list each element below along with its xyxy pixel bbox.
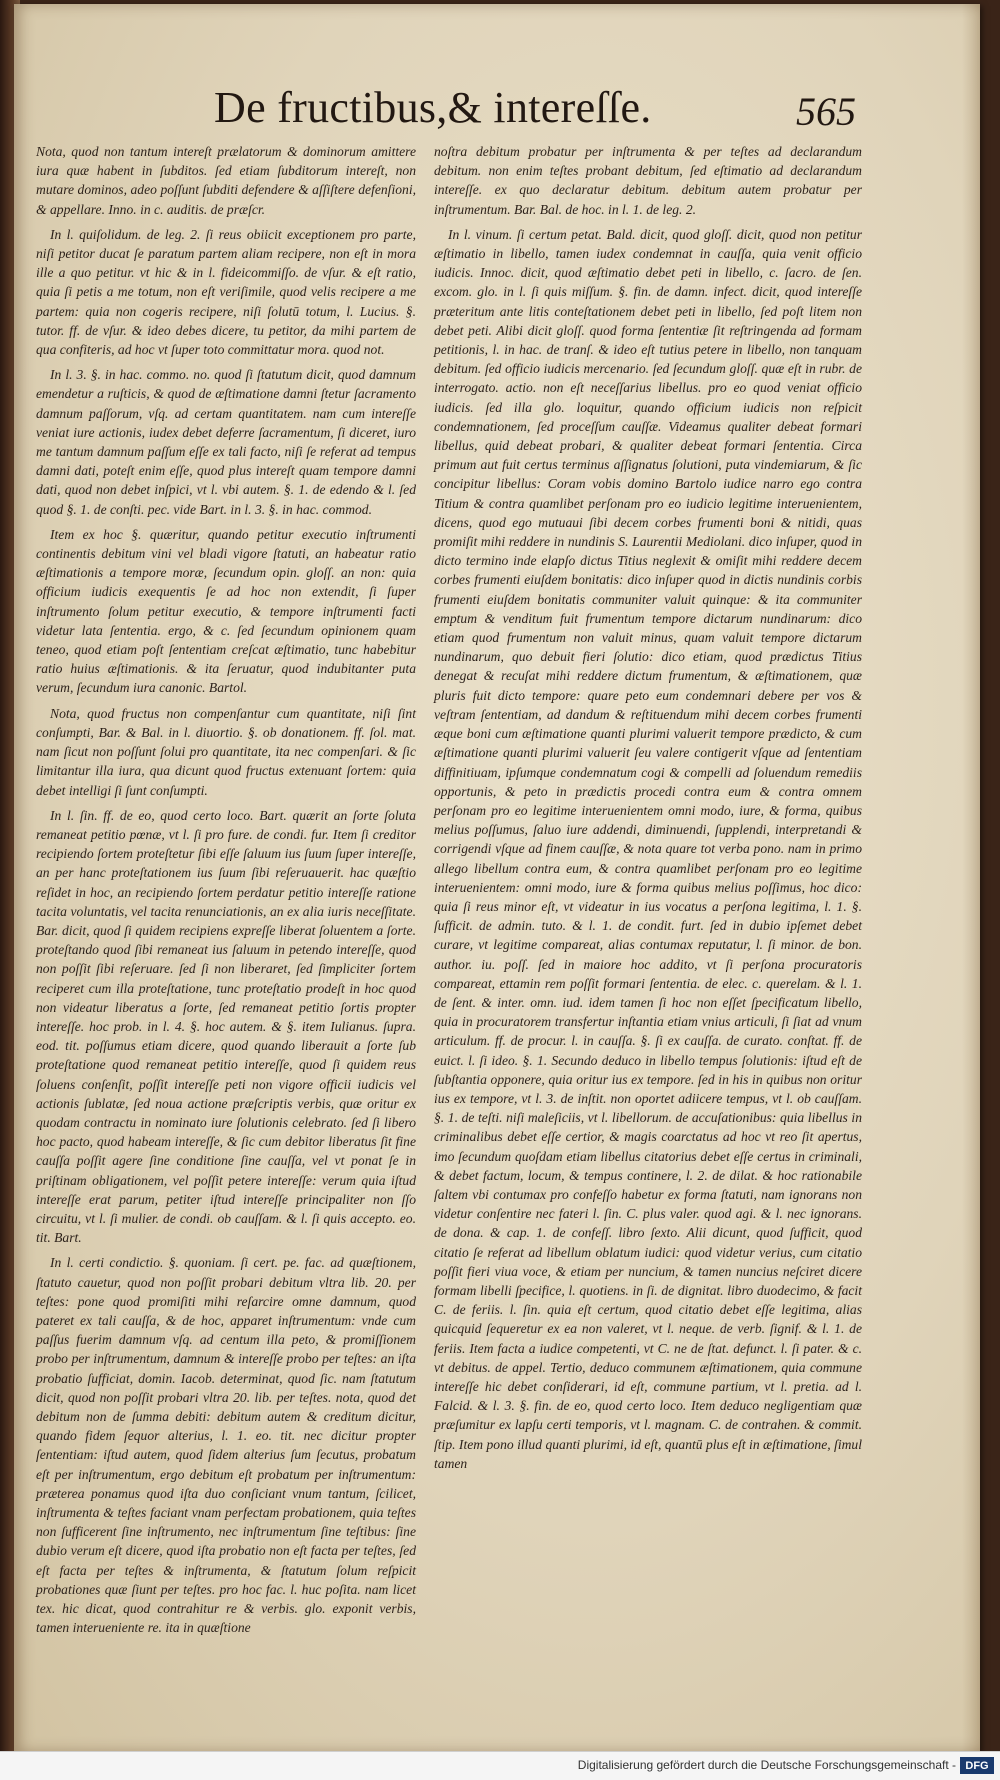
paragraph: noſtra debitum probatur per inſtrumenta & per teſtes ad declarandum debitum. non enim teſtes probant debitum, ſed eſtimatio ad declarandum intereſſe. ex quo declaratur debitum. debitum autem probatur per inſtrumentum. Bar. Bal. de hoc. in l. 1. de leg. 2. — [434, 144, 862, 217]
page-edge-shadow — [962, 4, 980, 1752]
page-number: 565 — [796, 89, 856, 134]
paragraph: In l. 3. §. in hac. commo. no. quod ſi ſtatutum dicit, quod damnum emendetur a ruſticis, & quod de æſtimatione damni ſtetur ſacramento damnum paſſorum, vſq. ad certam quantitatem. nam cum intereſſe veniat iure actionis, iudex debet deferre ſacramentum, ſi diceret, iuro me tantum damnum paſſum eſſe ex tali facto, niſi ſe referat ad tempus damni dati, poteſt enim eſſe, quod plus intereſt quam tempore damni dati, quod non debet inſpici, vt l. vbi autem. §. 1. de edendo & l. ſed quod §. 1. de conſti. pec. vide Bart. in l. 3. §. in hac. commod. — [36, 367, 416, 517]
paragraph: In l. vinum. ſi certum petat. Bald. dicit, quod gloſſ. dicit, quod non petitur æſtimatio in libello, tamen iudex condemnat in cauſſa, quia venit officio iudicis. Innoc. dicit, quod æſtimatio debet peti in libello, c. ſacro. de ſen. excom. glo. in l. ſi quis miſſum. §. fin. de damn. infect. dicit, quod intereſſe præteritum ante litis conteſtationem debet peti in libello, ſed poſt litem non debet peti. Alibi dicit gloſſ. quod forma ſententiæ ſit reſtringenda ad formam petitionis, l. in hac. de tranſ. & ideo eſt tutius petere in libello, non tanquam debitum. ſed officio iudicis mercenario. ſed ſecundum gloſſ. quæ eſt in rubr. de interrogato. actio. non eſt neceſſarius libellus. pro eo quod veniat officio iudicis. ſed illa glo. loquitur, quando officium iudicis non reſpicit condemnationem, ſed proceſſum cauſſæ. Videamus qualiter debeat formari libellus, quid debeat probari, & qualiter debeat formari ſententia. Circa primum aut fuit certus terminus aſſignatus ſolutioni, puta vindemiarum, & ſic concipitur libellus: Coram vobis domino Bartolo iudice narro ego contra Titium & contra quamlibet perſonam pro eo iudicio legitime interuenientem, dicens, quod ego mutuaui ſibi decem corbes frumenti boni & nitidi, quas promiſit mihi reddere in nundinis S. Laurentii Mediolani. dico inſuper, quod in dicto termino inde elapſo dictus Titius neglexit & omiſit mihi reddere decem corbes frumenti eiuſdem bonitatis: dico inſuper quod in dictis nundinis corbis frumenti eiuſdem bonitatis communiter valuit quinque: & ita communiter emptum & venditum fuit frumentum tempore dictarum nundinarum: dico etiam quod frumentum non valuit minus, quam valuit tempore dictarum nundinarum, quo debuit fieri ſolutio: dico etiam, quod prædictus Titius denegat & recuſat mihi reddere dictum frumentum, & æſtimationem, quæ pluris fuit dicto tempore: quare peto eum condemnari debere per vos & veſtram ſententiam, ad dandum & reſtituendum mihi decem corbes frumenti æque boni cum æſtimatione quanti plurimi valuerit tempore prædicto, & cum æſtimatione quanti plurimi valuerit ſeu valere contigerit vſque ad ſententiam diffinitiuam, ipſumque condemnatum cogi & compelli ad ſoluendum remediis opportunis, & peto in prædictis procedi contra eum & contra omnem perſonam pro eo legitime interuenientem omni modo, iure, & forma, quibus melius poſſumus, ſaluo iure addendi, diminuendi, ſupplendi, interpretandi & corrigendi vſque ad finem cauſſæ, & nota quare tot verba pono. nam in primo allego libellum contra eum, & contra quamlibet perſonam pro eo legitime interuenientem: omni modo, iure & forma quibus melius poſſimus, hoc dico: quia ſi reus minor eſt, vt videatur in ius vocatus a perſona legitima, l. 1. §. ſufficit. de admin. tuto. & l. 1. de condit. furt. ſed in dubio ipſemet debet curare, vt legitime compareat, alias contumax reputatur, l. ſi minor. de bon. author. iu. poſſ. ſed in maiore hoc addito, vt ſi perſona procuratoris compareat, ettamin rem poſſit formari ſententia. de elec. c. querelam. & l. 1. de ſent. & inter. omn. iud. idem tamen ſi hoc non eſſet ſpecificatum libello, quia in procuratorem transfertur inſtantia etiam vnius articuli, ſi ſiat ad vnum articulum. ff. de procur. l. in cauſſa. §. ſi ex cauſſa. de curato. conſtat. ff. de euict. l. ſi ideo. §. 1. Secundo deduco in libello tempus ſolutionis: iſtud eſt de ſubſtantia opponere, quia oritur ius ex tempore. ſed in his in quibus non oritur ius ex tempore, vt l. 3. de inſtit. non oportet adiicere tempus, vt l. ob cauſſam. §. 1. de teſti. niſi maleſiciis, vt l. libellorum. de accuſationibus: quia libellus in criminalibus debet eſſe certior, & magis coarctatus ad hoc vt reo ſit apertus, imo ſecundum quoſdam etiam libellus citatorius debet eſſe certus in criminali, & debet factum, locum, & tempus continere, l. 2. de dilat. & hoc rationabile ſaltem vbi contumax pro confeſſo habetur ex forma ſtatuti, nam ignorans non videtur conſentire nec fateri l. ſin. C. plus valer. quod agi. & l. nec ignorans. de dona. & cap. 1. de confeſſ. libro ſexto. Alii dicunt, quod ſufficit, quod citatio ſe referat ad libellum oblatum iudici: quod videtur verius, cum citatio poſſit fieri viua voce, & etiam per nuncium, & tamen nuncius neſciret dicere formam libelli ſpecifice, l. quotiens. in ſi. de dignitat. libro duodecimo, & facit C. de feriis. l. ſin. quia eſt certum, quod citatio debet eſſe legitima, alias quicquid ſequeretur ex ea non valeret, vt l. neque. de verb. ſignif. & l. 1. de feriis. Item facta a iudice competenti, vt C. ne de ſtat. defunct. l. ſi pater. & c. vt debitus. de appel. Tertio, deduco communem æſtimationem, quia commune intereſſe hic debet conſiderari, id eſt, commune partium, vt l. pretia. ad l. Falcid. & l. 3. §. fin. de eo, quod certo loco. Item deduco negligentiam quæ præſumitur ex lapſu certi temporis, vt l. magnam. C. de contrahen. & commit. ſtip. Item pono illud quanti plurimi, id eſt, quantū plus eſt in æſtimatione, ſimul tamen — [434, 226, 862, 1471]
funding-credit: Digitalisierung gefördert durch die Deutsche Forschungsgemeinschaft - — [577, 1758, 956, 1772]
dfg-logo-icon: DFG — [960, 1757, 994, 1774]
paragraph: Nota, quod non tantum intereſt prælatorum & dominorum amittere iura quæ habent in ſubditos. ſed etiam ſubditorum intereſt, non mutare dominos, adeo poſſunt ſubditi defendere & aſſiſtere defenſioni, & appellare. Inno. in c. auditis. de præſcr. — [36, 144, 416, 217]
right-column — [434, 142, 862, 1479]
paragraph: In l. quiſolidum. de leg. 2. ſi reus obiicit exceptionem pro parte, niſi petitor ducat ſe paratum partem aliam recipere, non eſt in mora ille a quo petitur. vt hic & in l. fideicommiſſo. de vſur. & eſt ratio, quia ſi petis a me totum, non eſt veriſimile, quod velis recipere a me partem: quia non cogeris recipere, niſi ſolutū totum, l. Lucius. §. tutor. ff. de vſur. & ideo debes dicere, tu petitor, da mihi partem de qua confiteris, ad hoc vt ſuper toto committatur mora. quod not. — [36, 226, 416, 358]
digitization-footer — [0, 1751, 1000, 1780]
paragraph: Item ex hoc §. quæritur, quando petitur executio inſtrumenti continentis debitum vini vel bladi vigore ſtatuti, an habeatur ratio æſtimationis a tempore moræ, ſecundum opin. gloſſ. an non: quia officium iudicis exequentis ſe ad hoc non extendit, ſi ſuper inſtrumento ſolum petitur executio, & tempore inſtrumenti facti videtur lata ſententia. ergo, & c. ſed ſecundum opinionem quam teneo, quod etiam poſt ſententiam creſcat æſtimatio, tunc habebitur ratio huius æſtimationis. & ita ſeruatur, quod indubitanter puta verum, ſecundum iura canonic. Bartol. — [36, 526, 416, 696]
paragraph: In l. ſin. ff. de eo, quod certo loco. Bart. quærit an ſorte ſoluta remaneat petitio pœnæ, vt l. ſi pro fure. de condi. fur. Item ſi creditor recipiendo ſortem proteſtetur ſibi eſſe ſaluum ius ſuum ſuper intereſſe, an per hanc proteſtationem ius ſuum ſibi reſeruauerit. hac quæſtio reſidet in hoc, an recipiendo ſortem perdatur petitio intereſſe ratione tacita voluntatis, vel tacita renunciationis, an ex alia iuris neceſſitate. Bar. dicit, quod ſi quidem recipiens expreſſe liberat ſoluentem a ſorte. proteſtando quod ſibi remaneat ius ſaluum in petendo intereſſe, quod non poſſit ſibi reſeruare. ſed ſi non liberaret, ſed ſimpliciter ſortem reciperet cum illa proteſtatione, tunc proteſtatio prodeſt in hoc quod non videatur liberatus a ſorte, ſed remaneat petitio ſortis propter intereſſe. hoc prob. in l. 4. §. hoc autem. & §. item Iulianus. ſupra. eod. tit. poſſumus etiam dicere, quod quando liberauit a ſorte ſub proteſtatione quod remaneat petitio intereſſe, quod ſi quidem reus ſoluens conſenſit, poſſit intereſſe peti non vigore officii iudicis vel actionis ſublatæ, ſed noua actione præſcriptis verbis, quæ oritur ex quodam contractu in nominato iure ſolutionis celebrato. ſed ſi libero hoc pacto, quod habeam intereſſe, & ſic cum debitor liberatus ſit fine cauſſa poſſit agere ſine conditione ſine cauſſa, vel vt ponat ſe in priſtinam obligationem, vel poſſit petere intereſſe: verum quia iſtud intereſſe erat parum, petiter iſtud intereſſe principaliter non ſſo circuitu, vt l. ſi mulier. de condi. ob cauſſam. & l. ſi quis accepto. eo. tit. Bart. — [36, 807, 416, 1246]
paragraph: In l. certi condictio. §. quoniam. ſi cert. pe. fac. ad quæſtionem, ſtatuto cauetur, quod non poſſit probari debitum vltra lib. 20. per teſtes: pone quod promiſiti mihi reſarcire omne damnum, quod pateret ex tali cauſſa, & de hoc, apparet inſtrumentum: vnde cum paſſus fuerim damnum vſq. ad centum illa peto, & promiſſionem probo per inſtrumentum, damnum & intereſſe probo per teſtes: an iſta probatio ſufficiat, domin. Iacob. determinat, quod ſic. nam ſtatutum dicit, quod non poſſit probari vltra 20. lib. per teſtes. nota, quod det debitum non de ſumma debiti: debitum autem & creditum dicitur, quando fidem ſequor alterius, l. 1. eo. tit. nec dicitur propter ſententiam: iſtud autem, quod ſidem alterius ſum ſecutus, probatum eſt per inſtrumentum, ergo debitum eſt probatum per inſtrumentum: præterea ponamus quod iſta duo conſiciant vnum tantum, ſcilicet, inſtrumenta & teſtes faciant vnam perfectam probationem, quia teſtes non ſufficerent ſine inſtrumento, nec inſtrumentum ſine teſtibus: ſine dubio verum eſt dicere, quod iſta probatio non eſt facta per teſtes, ſed eſt facta per teſtes & inſtrumenta, & ſtatutum ſolum reſpicit probationes quæ ſiunt per teſtes. pro hoc fac. l. huc poſita. nam licet tex. hic dicat, quod contrahitur re & verbis. glo. exponit verbis, tamen interueniente re. ita in quæſtione — [36, 1255, 416, 1636]
running-head: De fructibus,& intereſſe. — [214, 83, 652, 132]
paragraph: Nota, quod fructus non compenſantur cum quantitate, niſi ſint conſumpti, Bar. & Bal. in l. diuortio. §. ob donationem. ff. ſol. mat. nam ſicut non poſſunt ſolui pro quantitate, ita nec compenſari. & ſic limitantur illa iura, qua dicunt quod fructus extenuant ſortem: quia debet intelligi ſi ſunt conſumpti. — [36, 705, 416, 798]
left-column — [36, 142, 416, 1643]
book-page — [14, 4, 980, 1752]
